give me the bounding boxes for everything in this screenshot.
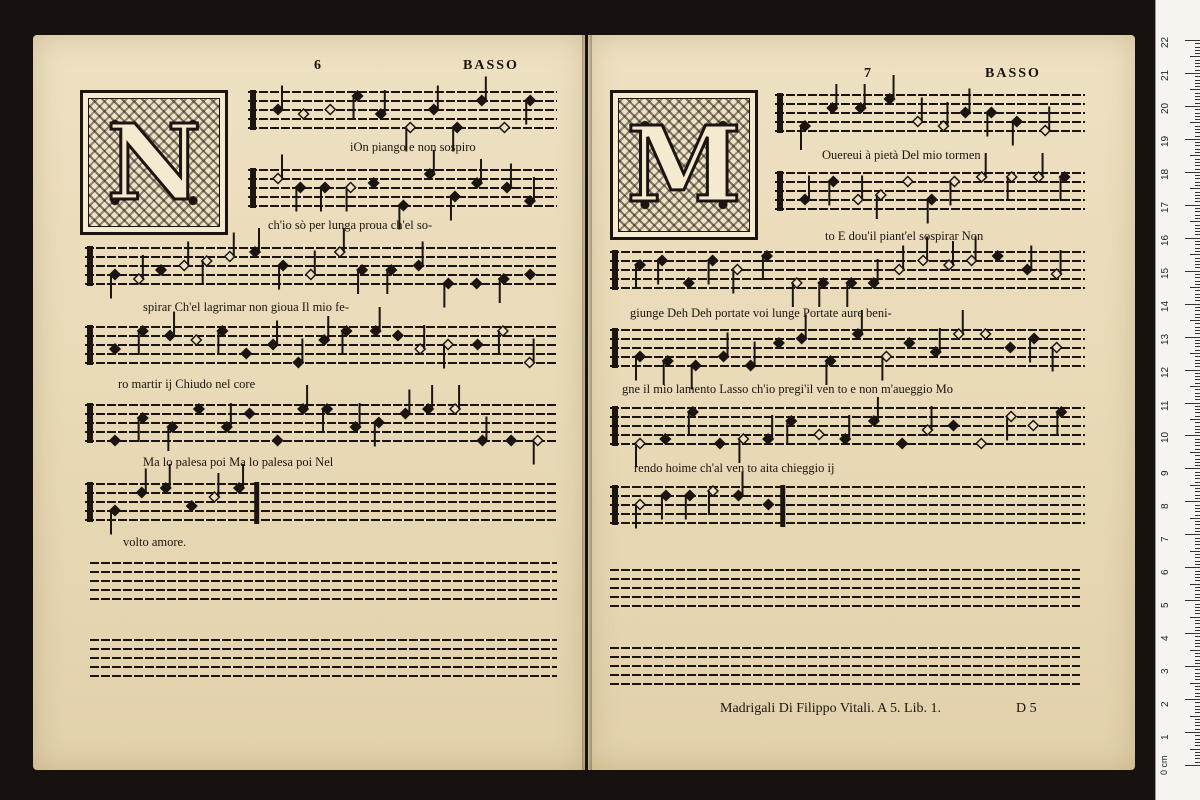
ruler-label: 3 [1160,668,1171,675]
ruler-tick [1195,548,1200,549]
ruler-tick [1185,534,1200,535]
ruler-tick [1195,192,1200,193]
page-footer: Madrigali Di Filippo Vitali. A 5. Lib. 1. [720,701,941,716]
ruler-tick [1195,610,1200,611]
ruler-tick [1190,650,1200,651]
ruler-tick [1195,653,1200,654]
ruler-tick [1195,228,1200,229]
ruler-tick [1195,376,1200,377]
ruler-tick [1190,617,1200,618]
ruler-tick [1190,188,1200,189]
lyric-line: ro martir ij Chiudo nel core [118,377,256,391]
ruler-unit-label: 0 cm [1159,755,1169,775]
ruler-tick [1195,722,1200,723]
ruler-tick [1195,142,1200,143]
ruler-tick [1185,106,1200,107]
signature-mark: D 5 [1016,701,1037,716]
ruler-tick [1190,353,1200,354]
ruler-tick [1190,89,1200,90]
ruler-tick [1195,66,1200,67]
ruler-tick [1195,719,1200,720]
ruler-label: 6 [1160,569,1171,576]
ruler-tick [1185,666,1200,667]
ruler-tick [1190,485,1200,486]
ruler-tick [1195,281,1200,282]
ruler-tick [1195,689,1200,690]
ruler-tick [1195,350,1200,351]
ruler-tick [1195,96,1200,97]
ruler-tick [1195,76,1200,77]
ruler-tick [1195,159,1200,160]
ruler-tick [1195,712,1200,713]
ruler-tick [1195,261,1200,262]
ruler-tick [1195,620,1200,621]
ruler-tick [1195,323,1200,324]
ruler-tick [1195,274,1200,275]
right-page-number: 7 [864,66,873,81]
ruler-tick [1195,333,1200,334]
ruler-label: 2 [1160,701,1171,708]
ruler-tick [1195,63,1200,64]
ruler-tick [1195,195,1200,196]
ruler-tick [1195,182,1200,183]
lyric-line: ch'io sò per lunga proua ch'el so- [268,218,433,232]
ruler-tick [1195,248,1200,249]
left-page-number: 6 [314,58,323,73]
ruler-tick [1195,590,1200,591]
ruler-tick [1185,633,1200,634]
ruler-tick [1185,271,1200,272]
ruler-tick [1195,673,1200,674]
ruler-tick [1195,389,1200,390]
ruler-tick [1195,465,1200,466]
ruler-tick [1195,412,1200,413]
ruler-tick [1195,541,1200,542]
ruler-tick [1195,317,1200,318]
ruler-label: 19 [1160,135,1171,147]
ruler-tick [1195,356,1200,357]
ruler-tick [1195,491,1200,492]
ruler-tick [1195,373,1200,374]
ruler-tick [1185,304,1200,305]
ruler-tick [1195,426,1200,427]
scale-ruler [1155,0,1200,800]
ruler-tick [1195,129,1200,130]
ruler-tick [1195,399,1200,400]
ruler-tick [1185,172,1200,173]
ruler-tick [1195,307,1200,308]
ruler-tick [1195,340,1200,341]
ruler-tick [1185,40,1200,41]
ruler-tick [1195,762,1200,763]
ruler-tick [1190,683,1200,684]
ruler-tick [1195,119,1200,120]
ruler-tick [1195,739,1200,740]
left-voice-part: BASSO [463,58,519,73]
ruler-tick [1195,462,1200,463]
ruler-tick [1195,597,1200,598]
ruler-tick [1190,155,1200,156]
ruler-tick [1185,600,1200,601]
ruler-tick [1185,139,1200,140]
ruler-label: 16 [1160,234,1171,246]
ruler-tick [1190,287,1200,288]
ruler-tick [1195,521,1200,522]
ruler-tick [1195,99,1200,100]
ruler-tick [1195,264,1200,265]
ruler-tick [1195,676,1200,677]
ruler-label: 5 [1160,602,1171,609]
lyric-line: giunge Deh Deh portate voi lunge Portate aure beni- [630,306,892,320]
ruler-tick [1185,205,1200,206]
ruler-tick [1195,524,1200,525]
ruler-tick [1185,403,1200,404]
ruler-tick [1195,758,1200,759]
ruler-label: 1 [1160,734,1171,741]
ruler-tick [1195,646,1200,647]
ruler-tick [1195,396,1200,397]
initial-letter-m: M [626,103,742,226]
ruler-tick [1195,93,1200,94]
ruler-tick [1185,337,1200,338]
ruler-tick [1195,185,1200,186]
ruler-tick [1195,613,1200,614]
ruler-tick [1195,709,1200,710]
ruler-tick [1195,587,1200,588]
ruler-tick [1195,729,1200,730]
ruler-tick [1190,56,1200,57]
ruler-tick [1195,488,1200,489]
ruler-tick [1195,561,1200,562]
ruler-tick [1195,47,1200,48]
ruler-tick [1190,320,1200,321]
left-decorated-initial [80,90,228,235]
ruler-tick [1190,518,1200,519]
ruler-tick [1195,577,1200,578]
ruler-tick [1185,468,1200,469]
ruler-tick [1195,86,1200,87]
ruler-tick [1195,43,1200,44]
lyric-line: spirar Ch'el lagrimar non gioua Il mio fe- [143,300,350,314]
ruler-tick [1195,258,1200,259]
ruler-tick [1195,53,1200,54]
ruler-tick [1195,234,1200,235]
ruler-tick [1190,749,1200,750]
ruler-label: 13 [1160,333,1171,345]
ruler-tick [1195,557,1200,558]
ruler-tick [1195,627,1200,628]
ruler-tick [1195,472,1200,473]
ruler-tick [1195,314,1200,315]
initial-letter-n: N [106,100,202,224]
right-voice-part: BASSO [985,66,1041,81]
ruler-label: 18 [1160,168,1171,180]
ruler-tick [1195,383,1200,384]
ruler-tick [1195,505,1200,506]
ruler-tick [1195,393,1200,394]
ruler-tick [1195,218,1200,219]
ruler-label: 10 [1160,432,1171,444]
ruler-tick [1195,330,1200,331]
ruler-tick [1195,702,1200,703]
ruler-tick [1195,656,1200,657]
ruler-label: 14 [1160,300,1171,312]
ruler-tick [1195,745,1200,746]
ruler-label: 8 [1160,503,1171,510]
ruler-tick [1185,238,1200,239]
ruler-tick [1195,211,1200,212]
ruler-tick [1185,567,1200,568]
ruler-label: 21 [1160,69,1171,81]
ruler-tick [1195,455,1200,456]
ruler-tick [1195,580,1200,581]
ruler-tick [1195,132,1200,133]
ruler-tick [1190,386,1200,387]
ruler-tick [1190,221,1200,222]
ruler-tick [1195,126,1200,127]
ruler-tick [1195,528,1200,529]
ruler-tick [1195,406,1200,407]
ruler-tick [1195,152,1200,153]
ruler-tick [1195,686,1200,687]
ruler-tick [1195,165,1200,166]
ruler-tick [1195,145,1200,146]
ruler-tick [1195,640,1200,641]
ruler-label: 4 [1160,635,1171,642]
ruler-tick [1195,498,1200,499]
ruler-tick [1195,50,1200,51]
ruler-tick [1195,544,1200,545]
ruler-tick [1195,116,1200,117]
ruler-tick [1195,445,1200,446]
ruler-tick [1190,716,1200,717]
ruler-tick [1195,449,1200,450]
ruler-tick [1195,294,1200,295]
ruler-tick [1190,452,1200,453]
ruler-tick [1195,277,1200,278]
ruler-tick [1195,508,1200,509]
ruler-label: 9 [1160,470,1171,477]
ruler-tick [1195,725,1200,726]
lyric-line: volto amore. [123,535,187,549]
ruler-tick [1195,742,1200,743]
ruler-tick [1195,208,1200,209]
ruler-tick [1190,419,1200,420]
ruler-tick [1195,363,1200,364]
ruler-tick [1195,432,1200,433]
ruler-tick [1195,515,1200,516]
ruler-tick [1195,409,1200,410]
ruler-tick [1195,482,1200,483]
ruler-tick [1195,215,1200,216]
ruler-tick [1195,636,1200,637]
ruler-tick [1195,442,1200,443]
ruler-tick [1195,231,1200,232]
ruler-tick [1195,571,1200,572]
ruler-tick [1195,366,1200,367]
ruler-tick [1195,83,1200,84]
ruler-tick [1195,594,1200,595]
ruler-tick [1185,765,1200,766]
ruler-tick [1195,564,1200,565]
lyric-line: iOn piango e non sospiro [350,140,476,154]
ruler-tick [1195,201,1200,202]
book-gutter [582,35,592,770]
ruler-label: 11 [1160,400,1171,411]
ruler-tick [1195,113,1200,114]
ruler-tick [1195,538,1200,539]
ruler-tick [1195,643,1200,644]
ruler-tick [1195,752,1200,753]
ruler-tick [1195,495,1200,496]
ruler-tick [1195,310,1200,311]
ruler-tick [1195,679,1200,680]
ruler-tick [1195,554,1200,555]
ruler-label: 22 [1160,36,1171,48]
ruler-tick [1185,699,1200,700]
ruler-tick [1195,604,1200,605]
ruler-tick [1195,706,1200,707]
ruler-tick [1195,175,1200,176]
ruler-tick [1195,149,1200,150]
ruler-tick [1195,755,1200,756]
ruler-tick [1195,416,1200,417]
ruler-tick [1195,459,1200,460]
ruler-label: 7 [1160,536,1171,543]
ruler-tick [1195,284,1200,285]
ruler-tick [1195,669,1200,670]
ruler-tick [1190,551,1200,552]
ruler-tick [1195,300,1200,301]
ruler-tick [1195,360,1200,361]
ruler-tick [1195,70,1200,71]
ruler-tick [1195,478,1200,479]
ruler-tick [1195,439,1200,440]
ruler-tick [1195,574,1200,575]
ruler-tick [1185,370,1200,371]
ruler-tick [1195,429,1200,430]
ruler-tick [1190,122,1200,123]
ruler-tick [1195,169,1200,170]
ruler-label: 20 [1160,102,1171,114]
ruler-tick [1195,80,1200,81]
lyric-line: Ouereui à pietà Del mio tormen [822,148,981,162]
ruler-tick [1195,663,1200,664]
ruler-tick [1195,379,1200,380]
ruler-tick [1195,422,1200,423]
ruler-tick [1185,732,1200,733]
ruler-tick [1195,178,1200,179]
ruler-tick [1195,327,1200,328]
ruler-tick [1195,103,1200,104]
ruler-tick [1195,696,1200,697]
ruler-tick [1195,241,1200,242]
lyric-line: gne il mio lamento Lasso ch'io pregi'il ven to e non m'aueggio Mo [622,382,953,396]
lyric-line: to E dou'il piant'el sospirar Non [825,229,984,243]
ruler-tick [1195,630,1200,631]
ruler-tick [1195,693,1200,694]
ruler-label: 15 [1160,267,1171,279]
right-decorated-initial [610,90,758,240]
ruler-tick [1195,290,1200,291]
ruler-tick [1195,475,1200,476]
lyric-line: rendo hoime ch'al ven to aita chieggio ij [634,461,835,475]
ruler-tick [1195,225,1200,226]
ruler-tick [1195,198,1200,199]
ruler-tick [1195,511,1200,512]
ruler-tick [1195,251,1200,252]
ruler-tick [1195,136,1200,137]
ruler-label: 17 [1160,201,1171,213]
ruler-tick [1185,501,1200,502]
lyric-line: Ma lo palesa poi Ma lo palesa poi Nel [143,455,334,469]
ruler-tick [1190,584,1200,585]
ruler-tick [1195,660,1200,661]
ruler-tick [1195,735,1200,736]
ruler-tick [1185,73,1200,74]
ruler-tick [1195,607,1200,608]
ruler-tick [1195,623,1200,624]
ruler-tick [1195,343,1200,344]
ruler-tick [1195,109,1200,110]
ruler-tick [1195,297,1200,298]
ruler-tick [1195,60,1200,61]
ruler-tick [1195,346,1200,347]
ruler-tick [1195,267,1200,268]
ruler-tick [1195,531,1200,532]
ruler-tick [1195,244,1200,245]
ruler-label: 12 [1160,366,1171,378]
ruler-tick [1195,162,1200,163]
ruler-tick [1185,435,1200,436]
ruler-tick [1190,254,1200,255]
